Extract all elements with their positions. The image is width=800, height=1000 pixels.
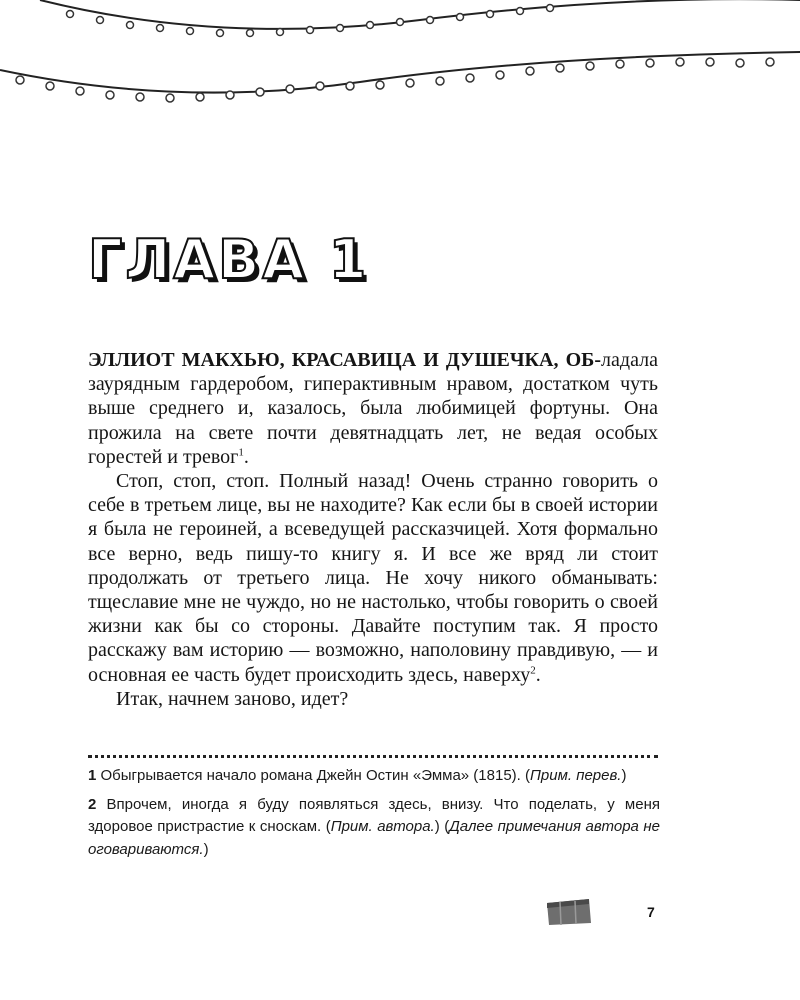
- string-lights-garland: [0, 0, 800, 110]
- chapter-title: ГЛАВА 1: [88, 228, 370, 291]
- footnotes: [88, 765, 660, 867]
- chapter-body: [88, 348, 658, 711]
- page-corner-ornament: [545, 897, 593, 927]
- paragraph-2: Стоп, стоп, стоп. Полный назад! Очень странно говорить о себе в третьем лице, вы не находите? Как если бы в своей истории я была не героиней, а всеведущей рассказчицей. Хотя формально все верно, ведь пишу-то книгу я. И все же вряд ли стоит продолжать от третьего лица. Не хочу никого обманывать: тщеславие мне не чуждо, но не настолько, чтобы говорить о своей жизни как бы со стороны. Давайте поступим так. Я просто расскажу вам историю — возможно, наполовину правдивую, — и основная ее часть будет происходить здесь, наверху$^2$.: [88, 470, 658, 686]
- paragraph-3: Итак, начнем заново, идет?: [116, 687, 349, 710]
- paragraph-1: ЭЛЛИОТ МАКХЬЮ, КРАСАВИЦА И ДУШЕЧКА, ОБ-ладала заурядным гардеробом, гиперактивным нравом, достатком чуть выше среднего и, казалось, была любимицей фортуны. Она прожила на свете почти девятнадцать лет, не ведая особых горестей и тревог$^1$.: [88, 349, 658, 468]
- footnote-ref-2[interactable]: 2: [530, 663, 536, 676]
- footnote-ref-1[interactable]: 1: [238, 446, 244, 459]
- footnote-separator: [88, 755, 658, 758]
- lead-in: ЭЛЛИОТ МАКХЬЮ, КРАСАВИЦА И ДУШЕЧКА, ОБ-: [88, 349, 602, 371]
- footnote-2: 2 Впрочем, иногда я буду появляться здесь, внизу. Что поделать, у меня здоровое пристрастие к сноскам. (Прим. автора.) (Далее примечания автора не оговариваются.): [88, 795, 660, 858]
- page-number: 7: [647, 904, 655, 920]
- footnote-1: 1 Обыгрывается начало романа Джейн Остин «Эмма» (1815). (Прим. перев.): [88, 767, 627, 784]
